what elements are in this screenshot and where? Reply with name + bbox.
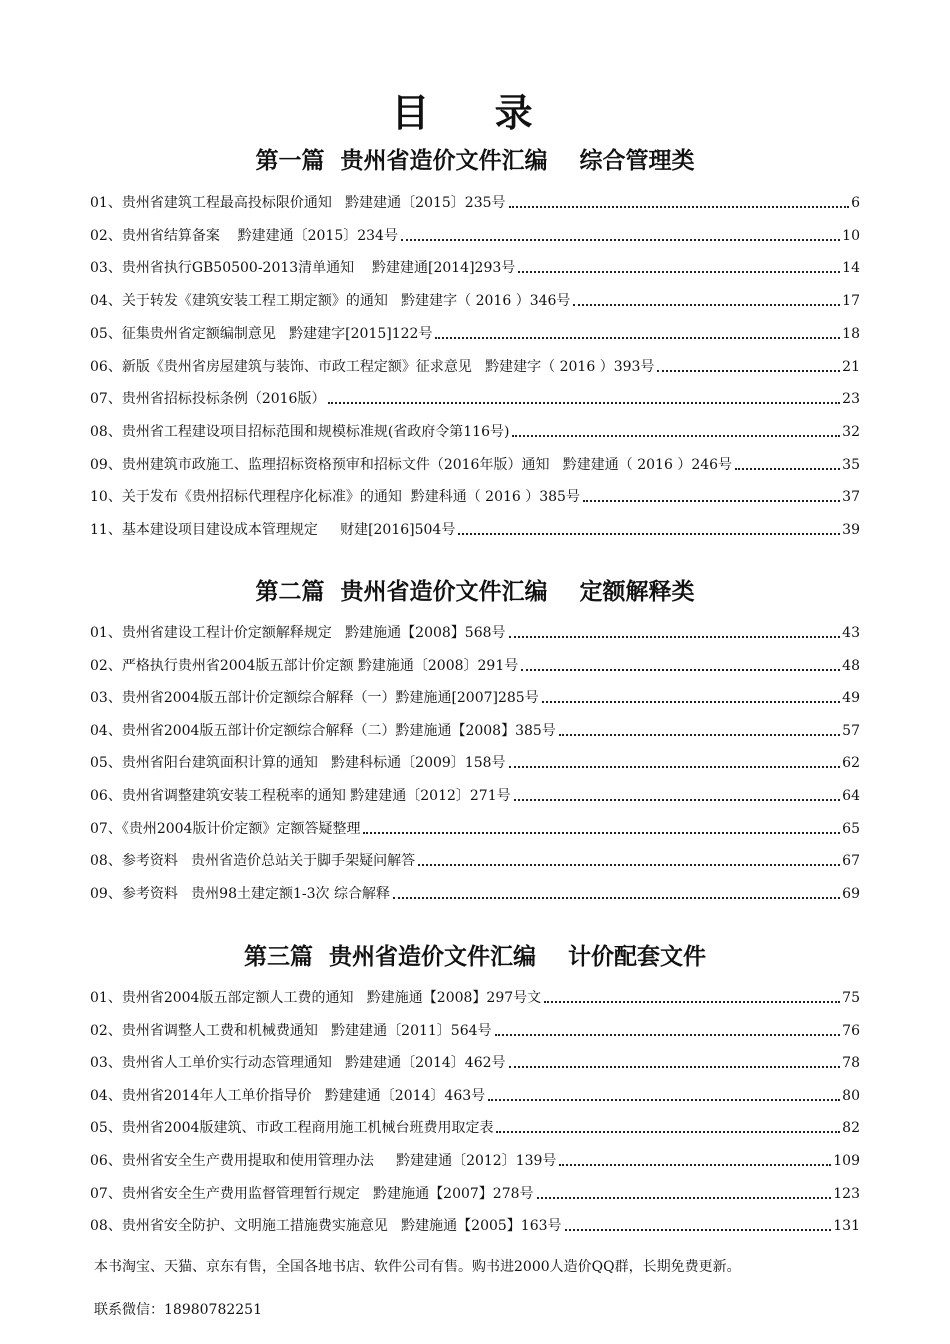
toc-entry-title: 02、严格执行贵州省2004版五部计价定额 黔建施通〔2008〕291号 xyxy=(90,657,519,674)
toc-entry-page: 65 xyxy=(842,820,860,837)
toc-entry-title: 08、参考资料 贵州省造价总站关于脚手架疑问解答 xyxy=(90,853,416,870)
toc-entry-title: 07、贵州省安全生产费用监督管理暂行规定 黔建施通【2007】278号 xyxy=(90,1185,534,1202)
toc-entry-page: 109 xyxy=(833,1153,860,1169)
toc-entry-title: 08、贵州省安全防护、文明施工措施费实施意见 黔建施通【2005】163号 xyxy=(90,1218,562,1235)
toc-entry-page: 75 xyxy=(842,990,860,1006)
dot-leader xyxy=(509,636,841,638)
toc-entry xyxy=(90,848,860,870)
toc-entry xyxy=(90,321,860,343)
dot-leader xyxy=(401,239,840,241)
toc-entry-title: 04、贵州省2004版五部计价定额综合解释（二）黔建施通【2008】385号 xyxy=(90,722,556,739)
toc-entry-title: 06、贵州省安全生产费用提取和使用管理办法 黔建建通〔2012〕139号 xyxy=(90,1153,557,1169)
dot-leader xyxy=(363,832,840,834)
toc-entry-title: 05、贵州省2004版建筑、市政工程商用施工机械台班费用取定表 xyxy=(90,1120,494,1137)
toc-entry-title: 03、贵州省人工单价实行动态管理通知 黔建建通〔2014〕462号 xyxy=(90,1055,506,1072)
dot-leader xyxy=(328,402,840,404)
dot-leader xyxy=(559,1164,831,1166)
dot-leader xyxy=(495,1034,841,1036)
toc-entry-page: 57 xyxy=(842,722,860,739)
sales-note: 本书淘宝、天猫、京东有售，全国各地书店、软件公司有售。购书进2000人造价QQ群，长期免费更新。 xyxy=(94,1259,741,1275)
dot-leader xyxy=(509,1066,841,1068)
toc-entry-title: 03、贵州省执行GB50500-2013清单通知 黔建建通[2014]293号 xyxy=(90,260,516,277)
dot-leader xyxy=(435,337,840,339)
toc-entry xyxy=(90,190,860,212)
toc-entry xyxy=(90,718,860,740)
toc-entry-title: 02、贵州省结算备案 黔建建通〔2015〕234号 xyxy=(90,227,398,244)
toc-entry-title: 09、参考资料 贵州98土建定额1-3次 综合解释 xyxy=(90,885,390,902)
toc-entry xyxy=(90,1050,860,1072)
toc-entry-title: 01、贵州省2004版五部定额人工费的通知 黔建施通【2008】297号文 xyxy=(90,990,542,1006)
dot-leader xyxy=(544,1001,840,1003)
toc-entry xyxy=(90,255,860,277)
dot-leader xyxy=(518,271,840,273)
dot-leader xyxy=(496,1131,840,1133)
toc-entry-title: 07、贵州省招标投标条例（2016版） xyxy=(90,391,326,408)
toc-entry-page: 23 xyxy=(842,391,860,408)
toc-entry-title: 10、关于发布《贵州招标代理程序化标准》的通知 黔建科通（ 2016 ）385号 xyxy=(90,489,580,506)
toc-entry-page: 6 xyxy=(851,195,860,211)
toc-entry xyxy=(90,620,860,642)
toc-entry xyxy=(90,1148,860,1170)
toc-entry-title: 05、贵州省阳台建筑面积计算的通知 黔建科标通〔2009〕158号 xyxy=(90,755,506,772)
toc-entry-page: 78 xyxy=(842,1055,860,1072)
section-heading-1: 第一篇 贵州省造价文件汇编 综合管理类 xyxy=(255,148,695,174)
dot-leader xyxy=(542,701,840,703)
contact-info: 联系微信：18980782251 xyxy=(94,1302,262,1318)
toc-entry-page: 123 xyxy=(833,1185,860,1202)
dot-leader xyxy=(565,1229,832,1231)
dot-leader xyxy=(657,370,840,372)
dot-leader xyxy=(735,468,840,470)
toc-entry-title: 06、新版《贵州省房屋建筑与装饰、市政工程定额》征求意见 黔建建字（ 2016 ）393号 xyxy=(90,358,655,375)
toc-entry-title: 06、贵州省调整建筑安装工程税率的通知 黔建建通〔2012〕271号 xyxy=(90,788,511,804)
toc-entry xyxy=(90,685,860,707)
toc-entry xyxy=(90,419,860,441)
dot-leader xyxy=(514,799,841,801)
toc-entry xyxy=(90,783,860,805)
toc-entry xyxy=(90,517,860,539)
toc-entry xyxy=(90,985,860,1007)
toc-entry-page: 14 xyxy=(842,260,860,277)
toc-entry-page: 48 xyxy=(842,657,860,674)
toc-entry xyxy=(90,750,860,772)
toc-entry-page: 10 xyxy=(842,227,860,244)
dot-leader xyxy=(512,435,840,437)
dot-leader xyxy=(488,1099,840,1101)
toc-entry xyxy=(90,1213,860,1235)
toc-entry-title: 05、征集贵州省定额编制意见 黔建建字[2015]122号 xyxy=(90,325,433,342)
toc-entry-page: 69 xyxy=(842,885,860,902)
dot-leader xyxy=(509,206,850,208)
toc-entry xyxy=(90,354,860,376)
toc-entry-page: 67 xyxy=(842,853,860,870)
toc-entry-title: 01、贵州省建筑工程最高投标限价通知 黔建建通〔2015〕235号 xyxy=(90,195,506,211)
toc-entry xyxy=(90,288,860,310)
page-title: 目 录 xyxy=(391,91,559,135)
toc-entry-page: 49 xyxy=(842,690,860,707)
toc-entry xyxy=(90,452,860,474)
dot-leader xyxy=(509,766,841,768)
toc-entry-title: 09、贵州建筑市政施工、监理招标资格预审和招标文件（2016年版）通知 黔建建通（ 2016 ）246号 xyxy=(90,456,733,473)
dot-leader xyxy=(521,669,840,671)
toc-entry-page: 39 xyxy=(842,522,860,538)
toc-entry-title: 03、贵州省2004版五部计价定额综合解释（一）黔建施通[2007]285号 xyxy=(90,690,539,707)
dot-leader xyxy=(393,897,840,899)
toc-entry-page: 35 xyxy=(842,456,860,473)
toc-entry-page: 21 xyxy=(842,358,860,375)
toc-entry xyxy=(90,223,860,245)
toc-entry-page: 80 xyxy=(842,1087,860,1104)
toc-entry-page: 64 xyxy=(842,788,860,804)
toc-entry xyxy=(90,1115,860,1137)
toc-entry-page: 32 xyxy=(842,423,860,440)
toc-entry-page: 76 xyxy=(842,1022,860,1039)
toc-entry-page: 37 xyxy=(842,489,860,506)
toc-entry xyxy=(90,1181,860,1203)
toc-entry-title: 04、关于转发《建筑安装工程工期定额》的通知 黔建建字（ 2016 ）346号 xyxy=(90,293,571,310)
dot-leader xyxy=(537,1197,832,1199)
toc-entry-page: 131 xyxy=(833,1218,860,1235)
dot-leader xyxy=(559,734,840,736)
section-heading-2: 第二篇 贵州省造价文件汇编 定额解释类 xyxy=(255,579,695,605)
toc-entry-title: 04、贵州省2014年人工单价指导价 黔建建通〔2014〕463号 xyxy=(90,1087,486,1104)
toc-entry-page: 18 xyxy=(842,325,860,342)
toc-entry xyxy=(90,484,860,506)
dot-leader xyxy=(458,533,840,535)
section-heading-3: 第三篇 贵州省造价文件汇编 计价配套文件 xyxy=(243,944,707,970)
toc-entry-page: 82 xyxy=(842,1120,860,1137)
toc-entry xyxy=(90,653,860,675)
toc-entry-title: 02、贵州省调整人工费和机械费通知 黔建建通〔2011〕564号 xyxy=(90,1022,492,1039)
toc-entry-page: 62 xyxy=(842,755,860,772)
toc-entry-page: 17 xyxy=(842,293,860,310)
toc-entry xyxy=(90,386,860,408)
toc-entry-page: 43 xyxy=(842,625,860,641)
toc-entry-title: 11、基本建设项目建设成本管理规定 财建[2016]504号 xyxy=(90,522,456,538)
toc-entry-title: 01、贵州省建设工程计价定额解释规定 黔建施通【2008】568号 xyxy=(90,625,506,641)
dot-leader xyxy=(418,864,840,866)
dot-leader xyxy=(583,500,840,502)
toc-entry xyxy=(90,1083,860,1105)
toc-entry xyxy=(90,816,860,838)
dot-leader xyxy=(573,304,840,306)
toc-entry-title: 08、贵州省工程建设项目招标范围和规模标准规(省政府令第116号) xyxy=(90,423,510,440)
toc-entry xyxy=(90,881,860,903)
toc-entry xyxy=(90,1018,860,1040)
toc-entry-title: 07、《贵州2004版计价定额》定额答疑整理 xyxy=(90,820,361,837)
